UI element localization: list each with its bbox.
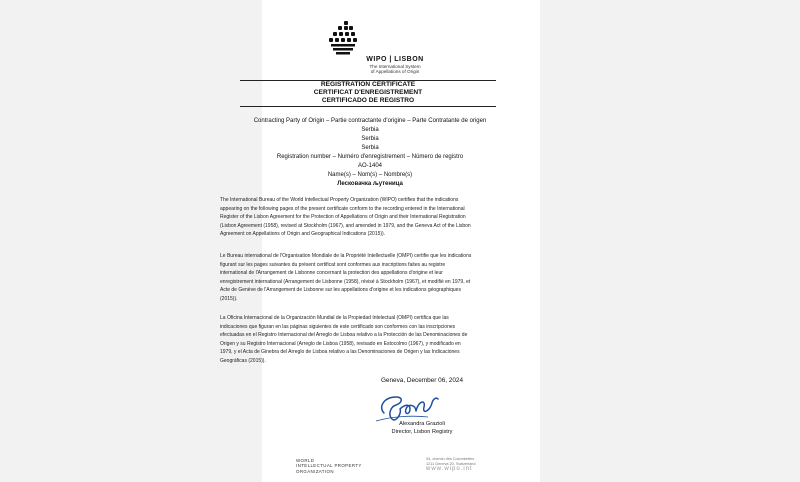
footer-address-line: 1211 Geneva 20, Switzerland	[426, 461, 476, 466]
org-tagline-line: The International System	[369, 64, 421, 69]
signatory-block	[362, 420, 482, 436]
wipo-logo-icon	[327, 20, 363, 56]
paragraph-line: efectuadas en el Registro Internacional del Arreglo de Lisboa relativo a la Protección de las Denominaciones de	[220, 332, 468, 339]
contracting-party-label: Contracting Party of Origin – Partie contractante d'origine – Parte Contratante de origen	[253, 118, 487, 124]
issue-date: Geneva, December 06, 2024	[380, 377, 464, 384]
certification-paragraph-es	[220, 314, 520, 366]
signatory-name: Alexandra Grazioli	[399, 421, 445, 427]
paragraph-line: Le Bureau international de l'Organisation Mondiale de la Propriété Intellectuelle (OMPI) certifie que les indications	[220, 253, 472, 259]
paragraph-line: Agreement on Appellations of Origin and Geographical Indications (2015)).	[220, 231, 386, 238]
paragraph-line: 1979, y el Acta de Ginebra del Arreglo de Lisboa relativo a las Denominaciones de Origen y las Indicaciones	[220, 349, 460, 356]
title-divider-bottom	[240, 106, 496, 107]
registration-number: AO-1404	[357, 163, 382, 169]
title-fr: CERTIFICAT D'ENREGISTREMENT	[313, 89, 423, 96]
appellation-name: Лесковачка љутеница	[337, 181, 403, 187]
contracting-party-value: Serbia	[361, 127, 379, 133]
paragraph-line: indicaciones que figuran en las páginas siguientes de este certificado son conformes con las inscripciones	[220, 323, 456, 330]
paragraph-line: Geográficas (2015)).	[220, 357, 266, 364]
footer-org-line: WORLD	[296, 458, 315, 463]
paragraph-line: international de l'Arrangement de Lisbonne concernant la protection des appellations d'origine et leur	[220, 270, 443, 277]
registration-number-label: Registration number – Numéro d'enregistrement – Número de registro	[276, 154, 464, 160]
paragraph-line: (Lisbon Agreement (1958), revised at Stockholm (1967), and amended in 1979, and the Geneva Act of the Lisbon	[220, 222, 471, 229]
footer-address-line: 34, chemin des Colombettes	[426, 457, 475, 461]
certification-paragraph-en	[220, 196, 520, 239]
viewer-background-left	[0, 0, 262, 482]
paragraph-line: appearing on the following pages of the present certificate conform to the recording entered in the International	[220, 205, 465, 212]
title-en: REGISTRATION CERTIFICATE	[320, 81, 416, 88]
paragraph-line: (2015)).	[220, 295, 238, 302]
contracting-party-value: Serbia	[361, 145, 379, 151]
names-label: Name(s) – Nom(s) – Nombre(s)	[327, 172, 413, 178]
title-es: CERTIFICADO DE REGISTRO	[321, 97, 415, 104]
org-tagline-line: of Appellations of Origin	[370, 69, 420, 74]
paragraph-line: Register of the Lisbon Agreement for the Protection of Appellations of Origin and their International Registration	[220, 214, 466, 221]
paragraph-line: The International Bureau of the World Intellectual Property Organization (WIPO) certifies that the indications	[220, 197, 459, 203]
paragraph-line: Acte de Genève de l'Arrangement de Lisbonne sur les appellations d'origine et les indications géographiques	[220, 287, 461, 294]
signatory-title: Director, Lisbon Registry	[391, 429, 453, 435]
org-wordmark: WIPO | LISBON	[366, 56, 424, 63]
paragraph-line: Origen y su Registro Internacional (Arreglo de Lisboa (1958), revisado en Estocolmo (1967), y modificado en	[220, 340, 461, 347]
footer-website-link[interactable]: www.wipo.int	[426, 466, 473, 472]
certification-paragraph-fr	[220, 252, 520, 304]
footer-org-name	[296, 458, 386, 474]
paragraph-line: enregistrement international (Arrangement de Lisbonne (1958), révisé à Stockholm (1967), et modifié en 1979, et	[220, 278, 471, 285]
contracting-party-value: Serbia	[361, 136, 379, 142]
footer-org-line: ORGANIZATION	[296, 468, 334, 474]
org-tagline	[300, 64, 490, 74]
viewer-background-right	[540, 0, 800, 482]
paragraph-line: figurant sur les pages suivantes du présent certificat sont conformes aux inscriptions faites au registre	[220, 261, 446, 268]
footer-org-line: INTELLECTUAL PROPERTY	[296, 463, 362, 469]
paragraph-line: La Oficina Internacional de la Organización Mundial de la Propiedad Intelectual (OMPI) certifica que las	[220, 315, 449, 321]
